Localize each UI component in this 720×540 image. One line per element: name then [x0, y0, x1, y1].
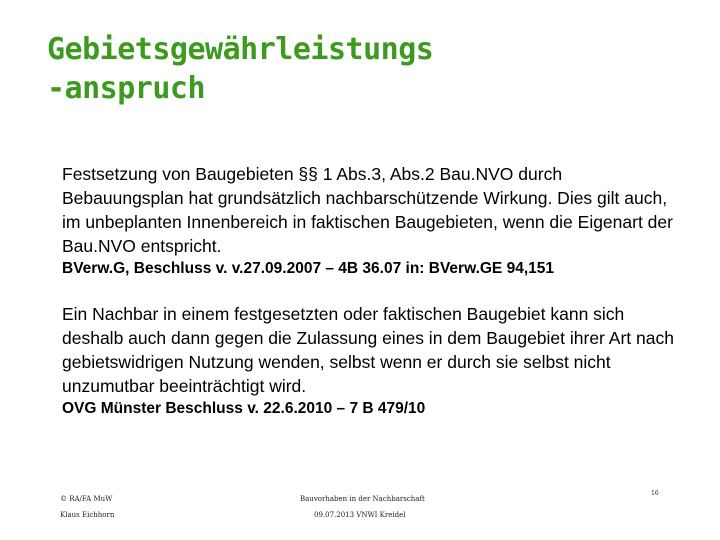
footer-topic: Bauvorhaben in der Nachbarschaft	[300, 495, 425, 503]
section-1-text: Festsetzung von Baugebieten §§ 1 Abs.3, Abs.2 Bau.NVO durch Bebauungsplan hat grundsätzlich nachbarschützende Wirkung. Dies gilt auch, im unbeplanten Innenbereich in faktischen Baugebieten, wenn die Eigenart der Bau.NVO entspricht.	[62, 164, 673, 256]
section-2	[62, 302, 682, 419]
slide-title	[47, 30, 687, 108]
footer-copyright: © RA/FA MuW	[60, 495, 113, 503]
footer-author: Klaus Eichhorn	[60, 511, 115, 519]
section-2-text: Ein Nachbar in einem festgesetzten oder faktischen Baugebiet kann sich deshalb auch dann gegen die Zulassung eines in dem Baugebiet ihrer Art nach gebietswidrigen Nutzung wenden, selbst wenn er durch sie selbst nicht unzumutbar beeinträchtigt wird.	[62, 304, 674, 396]
section-2-citation: OVG Münster Beschluss v. 22.6.2010 – 7 B 479/10	[62, 400, 426, 417]
slide-title-line-2: -anspruch	[47, 71, 206, 106]
page-number: 16	[651, 490, 659, 497]
footer-date-event: 09.07.2013 VNWI Kreidel	[314, 511, 406, 519]
section-1-citation: BVerw.G, Beschluss v. v.27.09.2007 – 4B 36.07 in: BVerw.GE 94,151	[62, 260, 554, 277]
section-1	[62, 162, 682, 279]
slide-title-line-1: Gebietsgewährleistungs	[47, 32, 434, 67]
